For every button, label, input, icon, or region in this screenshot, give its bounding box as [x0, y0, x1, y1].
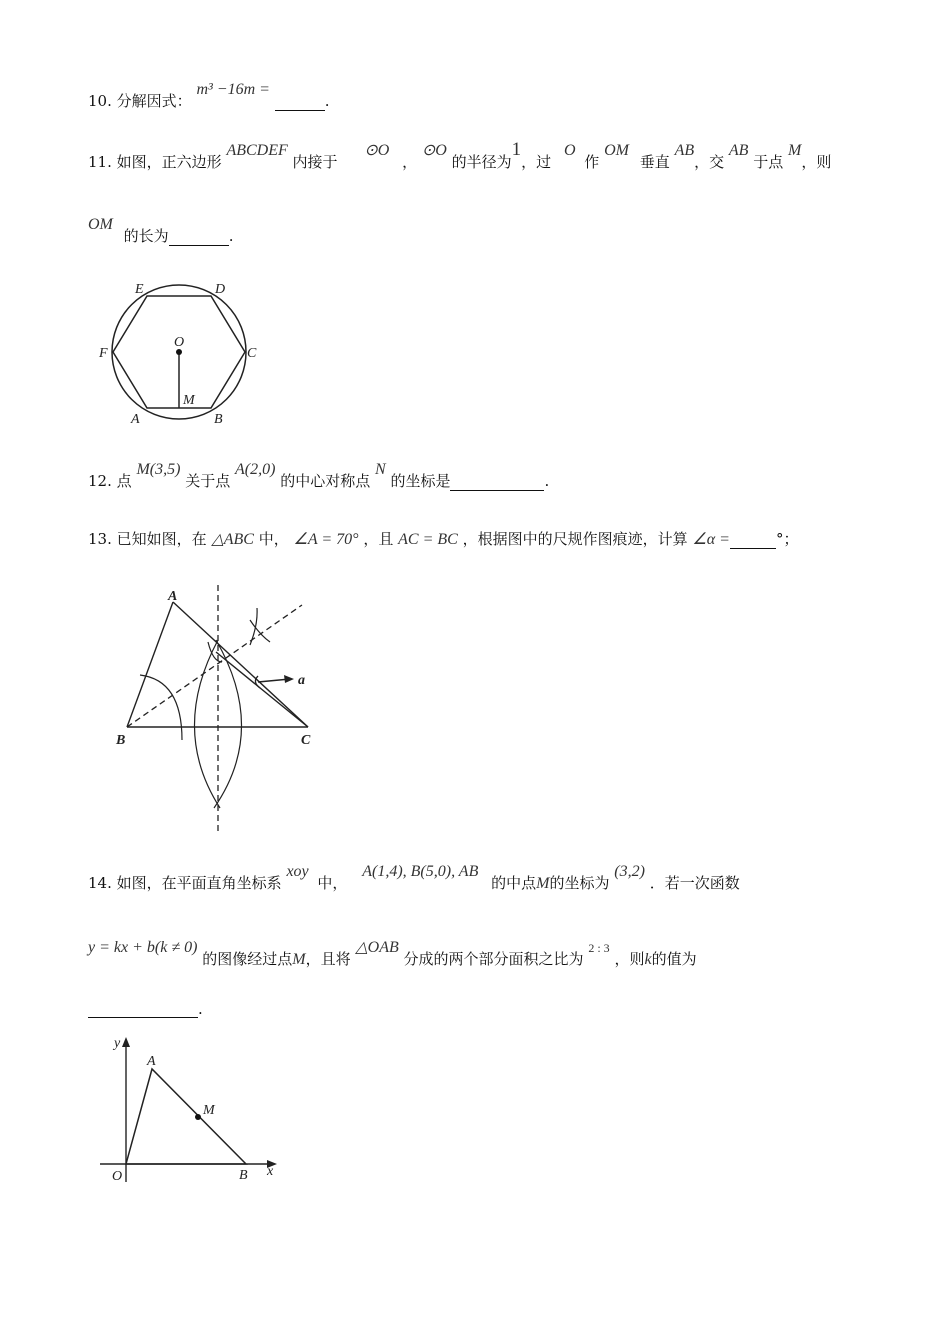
segment-om: OM: [88, 216, 113, 233]
q11-text: 的半径为: [451, 153, 512, 171]
ratio: 2 : 3: [588, 941, 610, 955]
coordinate-figure: [95, 1032, 285, 1187]
label-alpha: a: [298, 673, 305, 688]
point-m-dot: [195, 1114, 201, 1120]
q13-number: 13.: [88, 530, 112, 548]
q12-end: .: [544, 472, 550, 490]
answer-blank: [730, 534, 776, 549]
side-ab: [127, 602, 173, 727]
xoy: xoy: [286, 863, 309, 880]
linear-function: y = kx + b(k ≠ 0): [88, 939, 198, 956]
q14-text: 的中点: [491, 874, 537, 892]
q12-text: 的坐标是: [390, 472, 451, 490]
label-o: O: [112, 1169, 123, 1184]
point-a-coords: A(2,0): [235, 461, 276, 478]
circle-o: ⊙O: [421, 142, 447, 159]
label-c: C: [301, 733, 311, 748]
q13-text: 中，: [258, 530, 289, 548]
answer-blank: [88, 1003, 198, 1018]
arc-b: [140, 675, 182, 740]
q11-line2: [88, 216, 234, 246]
ac-eq-bc: AC = BC: [398, 531, 458, 548]
q11-end: .: [228, 227, 234, 245]
q14-line3: [88, 1000, 203, 1018]
point-m: M: [788, 142, 802, 159]
label-b: B: [116, 733, 126, 748]
label-a: A: [168, 589, 178, 604]
q11-number: 11.: [88, 153, 112, 171]
q14-line1: [88, 863, 740, 893]
q11-line1: [88, 139, 832, 173]
q11-text: ，交: [694, 153, 725, 171]
label-m: M: [203, 1103, 215, 1118]
point-o: O: [563, 142, 576, 159]
answer-blank: [275, 96, 325, 111]
angle-alpha: ∠α =: [692, 531, 730, 548]
point-n: N: [375, 461, 386, 478]
q14-text: 中，: [317, 874, 348, 892]
q14-end: .: [198, 1000, 203, 1018]
segment-ab: AB: [674, 142, 695, 159]
label-d: D: [215, 282, 226, 297]
segment-om: OM: [604, 142, 629, 159]
construction-figure: [110, 580, 330, 835]
q10: [88, 81, 330, 111]
label-b: B: [214, 412, 223, 427]
point-m: M: [292, 951, 306, 968]
radius-value: 1: [511, 139, 522, 160]
segment-ab: AB: [728, 142, 749, 159]
q12-number: 12.: [88, 472, 112, 490]
triangle-oab-shape: [126, 1069, 246, 1164]
q14-text: 的坐标为: [549, 874, 610, 892]
label-m: M: [183, 393, 195, 408]
triangle-abc: △ABC: [211, 531, 254, 548]
label-a: A: [147, 1054, 156, 1069]
q10-end: .: [324, 92, 330, 110]
q14-text: 如图，在平面直角坐标系: [116, 874, 282, 892]
k-var: k: [644, 951, 652, 968]
label-b: B: [239, 1168, 248, 1183]
q13-text: 已知如图，在: [116, 530, 207, 548]
q12-text: 点: [116, 472, 132, 490]
q11-text: 如图，正六边形: [116, 153, 222, 171]
q11-text: 内接于: [292, 153, 338, 171]
q12-text: 关于点: [185, 472, 231, 490]
q13-end: °；: [775, 530, 799, 548]
q14-text: ．若一次函数: [649, 874, 740, 892]
q11-text: ，则: [801, 153, 832, 171]
m-coords: (3,2): [614, 863, 645, 880]
q14-line2: [88, 939, 697, 969]
q13: [88, 528, 798, 549]
hexagon-name: ABCDEF: [226, 142, 288, 159]
hexagon-figure: [95, 278, 265, 428]
q14-number: 14.: [88, 874, 112, 892]
q10-number: 10.: [88, 92, 112, 110]
answer-blank: [169, 231, 229, 246]
q13-text: ，且: [363, 530, 394, 548]
segment-to-c: [216, 652, 308, 727]
q12-text: 的中心对称点: [280, 472, 371, 490]
q10-expr: m³ −16m =: [196, 81, 270, 98]
circle-o: ⊙O: [364, 142, 390, 159]
q12: [88, 461, 550, 491]
q11-text: ，过: [521, 153, 552, 171]
label-o: O: [174, 335, 185, 350]
angle-bisector: [127, 605, 302, 727]
q14-text: ，且将: [305, 950, 351, 968]
point-m: M: [536, 875, 550, 892]
arc-left: [194, 640, 220, 808]
label-f: F: [99, 346, 108, 361]
label-a: A: [131, 412, 140, 427]
q14-text: 的值为: [651, 950, 697, 968]
answer-blank: [450, 476, 544, 491]
label-c: C: [247, 346, 257, 361]
label-e: E: [135, 282, 144, 297]
q11-text: 作: [584, 153, 600, 171]
points-ab: A(1,4), B(5,0), AB: [362, 863, 479, 880]
q14-text: 的图像经过点: [202, 950, 293, 968]
point-m-coords: M(3,5): [136, 461, 181, 478]
y-arrow: [122, 1037, 130, 1047]
q10-text: 分解因式：: [116, 92, 192, 110]
label-x: x: [267, 1164, 274, 1179]
q11-text: 垂直: [639, 153, 670, 171]
q13-text: ，根据图中的尺规作图痕迹，计算: [462, 530, 688, 548]
angle-a: ∠A = 70°: [293, 531, 359, 548]
q14-text: ，则: [614, 950, 645, 968]
q14-text: 分成的两个部分面积之比为: [403, 950, 584, 968]
q11-text: ，: [402, 153, 418, 171]
label-y: y: [114, 1036, 121, 1051]
q11-text: 的长为: [123, 227, 169, 245]
arrow-head: [284, 675, 294, 683]
triangle-oab: △OAB: [355, 939, 399, 956]
q11-text: 于点: [753, 153, 784, 171]
